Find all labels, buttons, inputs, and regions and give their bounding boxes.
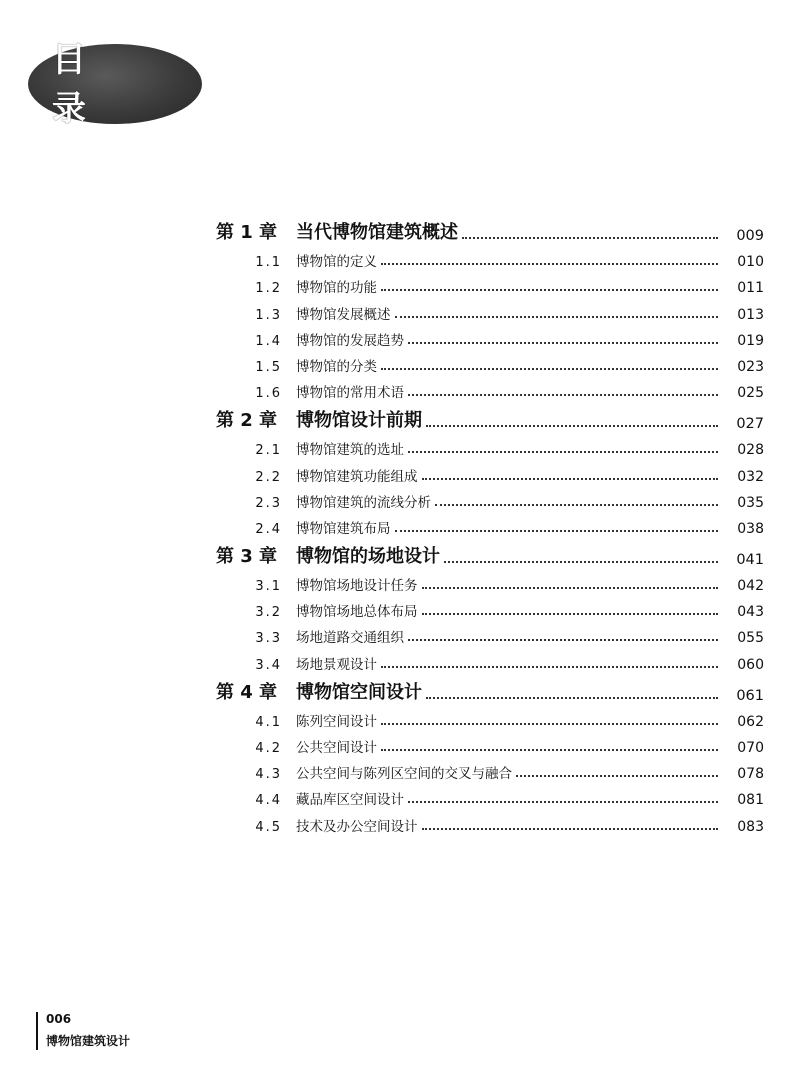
toc-entry-number: 3.3 <box>255 631 282 647</box>
toc-entry-title: 博物馆的常用术语 <box>296 385 404 402</box>
toc-entry-number: 3.4 <box>255 657 282 673</box>
toc-entry-number: 4.2 <box>255 741 282 756</box>
toc-entry-title: 藏品库区空间设计 <box>296 792 404 809</box>
toc-entry-title: 博物馆建筑的选址 <box>296 442 404 459</box>
dot-leader <box>462 236 718 239</box>
dot-leader <box>381 262 718 265</box>
toc-entry-title: 博物馆场地设计任务 <box>296 578 418 595</box>
toc-entry-title: 博物馆的分类 <box>296 358 377 375</box>
toc-entry-title: 博物馆空间设计 <box>296 681 422 703</box>
toc-entry-number: 4.1 <box>255 714 282 730</box>
toc-entry-number: 2.1 <box>255 443 282 459</box>
toc-section-entry[interactable] <box>216 375 764 401</box>
toc-entry-page: 060 <box>737 656 764 673</box>
dot-leader <box>426 696 718 699</box>
toc-section-entry[interactable] <box>216 296 764 322</box>
toc-chapter-entry[interactable] <box>216 675 764 704</box>
toc-entry-number: 第 1 章 <box>216 222 278 243</box>
toc-entry-page: 025 <box>737 385 764 402</box>
toc-entry-title: 公共空间设计 <box>296 740 377 756</box>
toc-entry-number: 2.3 <box>255 495 282 511</box>
dot-leader <box>422 477 719 480</box>
toc-entry-number: 第 4 章 <box>216 681 278 703</box>
toc-section-entry[interactable] <box>216 756 764 782</box>
dot-leader <box>426 424 718 427</box>
toc-entry-page: 009 <box>736 228 764 244</box>
toc-entry-title: 技术及办公空间设计 <box>296 818 418 835</box>
table-of-contents <box>216 213 764 835</box>
toc-entry-title: 公共空间与陈列区空间的交叉与融合 <box>296 766 512 783</box>
toc-entry-page: 081 <box>737 792 764 809</box>
toc-entry-title: 场地景观设计 <box>296 656 377 673</box>
toc-section-entry[interactable] <box>216 782 764 808</box>
toc-entry-page: 013 <box>737 306 764 323</box>
toc-entry-title: 博物馆的发展趋势 <box>296 332 404 349</box>
toc-entry-number: 1.2 <box>255 281 282 297</box>
toc-entry-page: 010 <box>737 254 764 271</box>
running-book-title: 博物馆建筑设计 <box>46 1034 131 1048</box>
toc-entry-number: 第 2 章 <box>216 410 278 432</box>
dot-leader <box>422 612 719 615</box>
toc-entry-number: 1.3 <box>255 307 282 323</box>
toc-entry-page: 032 <box>737 468 764 485</box>
dot-leader <box>516 774 718 777</box>
toc-entry-page: 043 <box>737 604 764 621</box>
toc-entry-number: 1.5 <box>255 359 282 375</box>
dot-leader <box>381 367 718 370</box>
toc-entry-page: 038 <box>737 520 764 537</box>
toc-entry-number: 第 3 章 <box>216 545 278 567</box>
toc-entry-number: 4.4 <box>255 793 282 809</box>
toc-entry-page: 042 <box>737 578 764 595</box>
toc-entry-title: 博物馆建筑功能组成 <box>296 468 418 485</box>
dot-leader <box>408 450 718 453</box>
toc-entry-title: 博物馆的定义 <box>296 254 377 271</box>
contents-heading: 目 录 <box>52 40 114 129</box>
toc-entry-title: 博物馆场地总体布局 <box>296 604 418 621</box>
dot-leader <box>381 722 718 725</box>
toc-section-entry[interactable] <box>216 594 764 620</box>
toc-entry-page: 027 <box>736 416 764 433</box>
toc-section-entry[interactable] <box>216 511 764 537</box>
toc-entry-page: 070 <box>737 740 764 756</box>
toc-entry-title: 博物馆设计前期 <box>296 410 422 432</box>
toc-entry-number: 4.5 <box>255 819 282 835</box>
toc-entry-page: 061 <box>736 687 764 704</box>
toc-entry-title: 场地道路交通组织 <box>296 630 404 647</box>
toc-entry-number: 2.4 <box>255 521 282 537</box>
toc-entry-number: 1.4 <box>255 333 282 349</box>
toc-entry-page: 011 <box>737 280 764 297</box>
toc-entry-page: 062 <box>737 713 764 730</box>
toc-section-entry[interactable] <box>216 620 764 646</box>
toc-entry-title: 博物馆建筑布局 <box>296 520 391 537</box>
toc-entry-number: 1.1 <box>255 255 282 271</box>
contents-heading-badge <box>28 40 202 129</box>
toc-section-entry[interactable] <box>216 323 764 349</box>
toc-entry-title: 当代博物馆建筑概述 <box>296 222 458 243</box>
toc-section-entry[interactable] <box>216 704 764 730</box>
toc-chapter-entry[interactable] <box>216 403 764 432</box>
dot-leader <box>395 315 719 318</box>
folio-page-number: 006 <box>46 1012 72 1026</box>
footer-rule <box>36 1012 38 1050</box>
toc-chapter-entry[interactable] <box>216 215 764 244</box>
dot-leader <box>381 665 718 668</box>
toc-section-entry[interactable] <box>216 349 764 375</box>
toc-entry-number: 4.3 <box>255 767 282 783</box>
toc-chapter-entry[interactable] <box>216 539 764 568</box>
toc-entry-title: 陈列空间设计 <box>296 713 377 730</box>
dot-leader <box>422 827 719 830</box>
toc-entry-title: 博物馆的场地设计 <box>296 545 440 567</box>
toc-section-entry[interactable] <box>216 458 764 484</box>
toc-entry-page: 019 <box>737 332 764 349</box>
toc-section-entry[interactable] <box>216 808 764 834</box>
toc-section-entry[interactable] <box>216 730 764 756</box>
toc-entry-number: 3.2 <box>255 605 282 621</box>
toc-entry-page: 028 <box>737 442 764 459</box>
toc-entry-page: 083 <box>737 818 764 835</box>
dot-leader <box>395 529 719 532</box>
toc-entry-page: 035 <box>737 494 764 511</box>
toc-entry-page: 041 <box>736 551 764 568</box>
dot-leader <box>408 393 718 396</box>
dot-leader <box>422 586 719 589</box>
dot-leader <box>435 503 718 506</box>
dot-leader <box>408 638 718 641</box>
dot-leader <box>408 341 718 344</box>
toc-entry-page: 023 <box>737 358 764 375</box>
toc-section-entry[interactable] <box>216 646 764 672</box>
toc-section-entry[interactable] <box>216 432 764 458</box>
dot-leader <box>408 800 718 803</box>
toc-entry-number: 3.1 <box>255 579 282 595</box>
toc-entry-title: 博物馆的功能 <box>296 280 377 297</box>
toc-entry-title: 博物馆发展概述 <box>296 306 391 323</box>
toc-section-entry[interactable] <box>216 485 764 511</box>
toc-section-entry[interactable] <box>216 270 764 296</box>
toc-entry-number: 1.6 <box>255 386 282 402</box>
toc-section-entry[interactable] <box>216 568 764 594</box>
toc-entry-page: 078 <box>737 766 764 783</box>
toc-entry-page: 055 <box>737 630 764 647</box>
toc-section-entry[interactable] <box>216 244 764 270</box>
toc-entry-number: 2.2 <box>255 469 282 485</box>
dot-leader <box>444 560 718 563</box>
dot-leader <box>381 288 718 291</box>
toc-entry-title: 博物馆建筑的流线分析 <box>296 494 431 511</box>
dot-leader <box>381 748 718 751</box>
